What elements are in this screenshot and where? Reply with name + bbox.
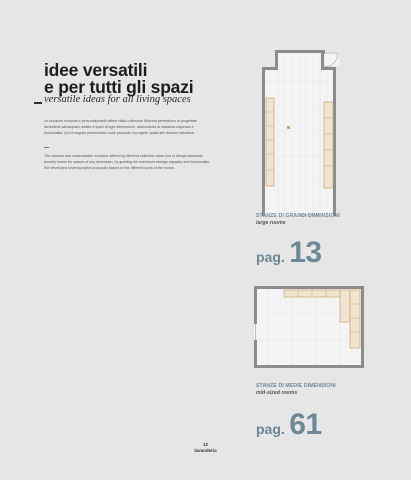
mid-sized-rooms-subtitle: mid-sized rooms — [256, 390, 298, 396]
mid-sized-rooms-caption — [256, 383, 336, 397]
pag-number: 61 — [289, 408, 322, 441]
footer-section-name: lavanderia — [194, 448, 217, 453]
paragraph-divider — [44, 147, 49, 148]
footer-page-number: 12 — [202, 442, 208, 447]
pag-label: pag. — [256, 249, 285, 265]
pag-label: pag. — [256, 421, 285, 437]
body-text-italian: Le soluzioni modulari e personalizzabili offerte dalla collezione Minerva permettono di progettare lavanderie salvaspazio adatte a spazi di ogni dimensione, assicurando la massima capienza e funzionalità. Qui di seguito presentiamo varie proposte di progetti, adatti alle diverse metrature. — [44, 119, 198, 136]
mid-sized-room-floor-plan — [254, 286, 364, 368]
mid-sized-rooms-title: STANZE DI MEDIE DIMENSIONI — [256, 383, 336, 389]
mid-sized-rooms-page-link[interactable] — [256, 408, 322, 442]
subtitle-dash — [34, 102, 42, 104]
large-rooms-subtitle: large rooms — [256, 220, 286, 226]
body-text-english: The modular and customisable solutions offered by Minerva collection allow you to design stackable laundry rooms for spaces of any dimension, by granting the maximum storage capacity and functionality. We developed several project proposals based on the different sizes of the rooms. — [44, 154, 210, 171]
pag-number: 13 — [289, 236, 322, 269]
large-room-floor-plan — [254, 46, 354, 216]
page-subtitle: versatile ideas for all living spaces — [44, 94, 191, 105]
title-line-1: idee versatili — [44, 60, 148, 80]
large-rooms-title: STANZE DI GRANDI DIMENSIONI — [256, 213, 340, 219]
title-line-2: e per tutti gli spazi — [44, 77, 194, 97]
large-rooms-page-link[interactable] — [256, 236, 322, 270]
page-footer — [0, 442, 411, 454]
large-rooms-caption — [256, 213, 340, 227]
page-title — [44, 62, 193, 96]
